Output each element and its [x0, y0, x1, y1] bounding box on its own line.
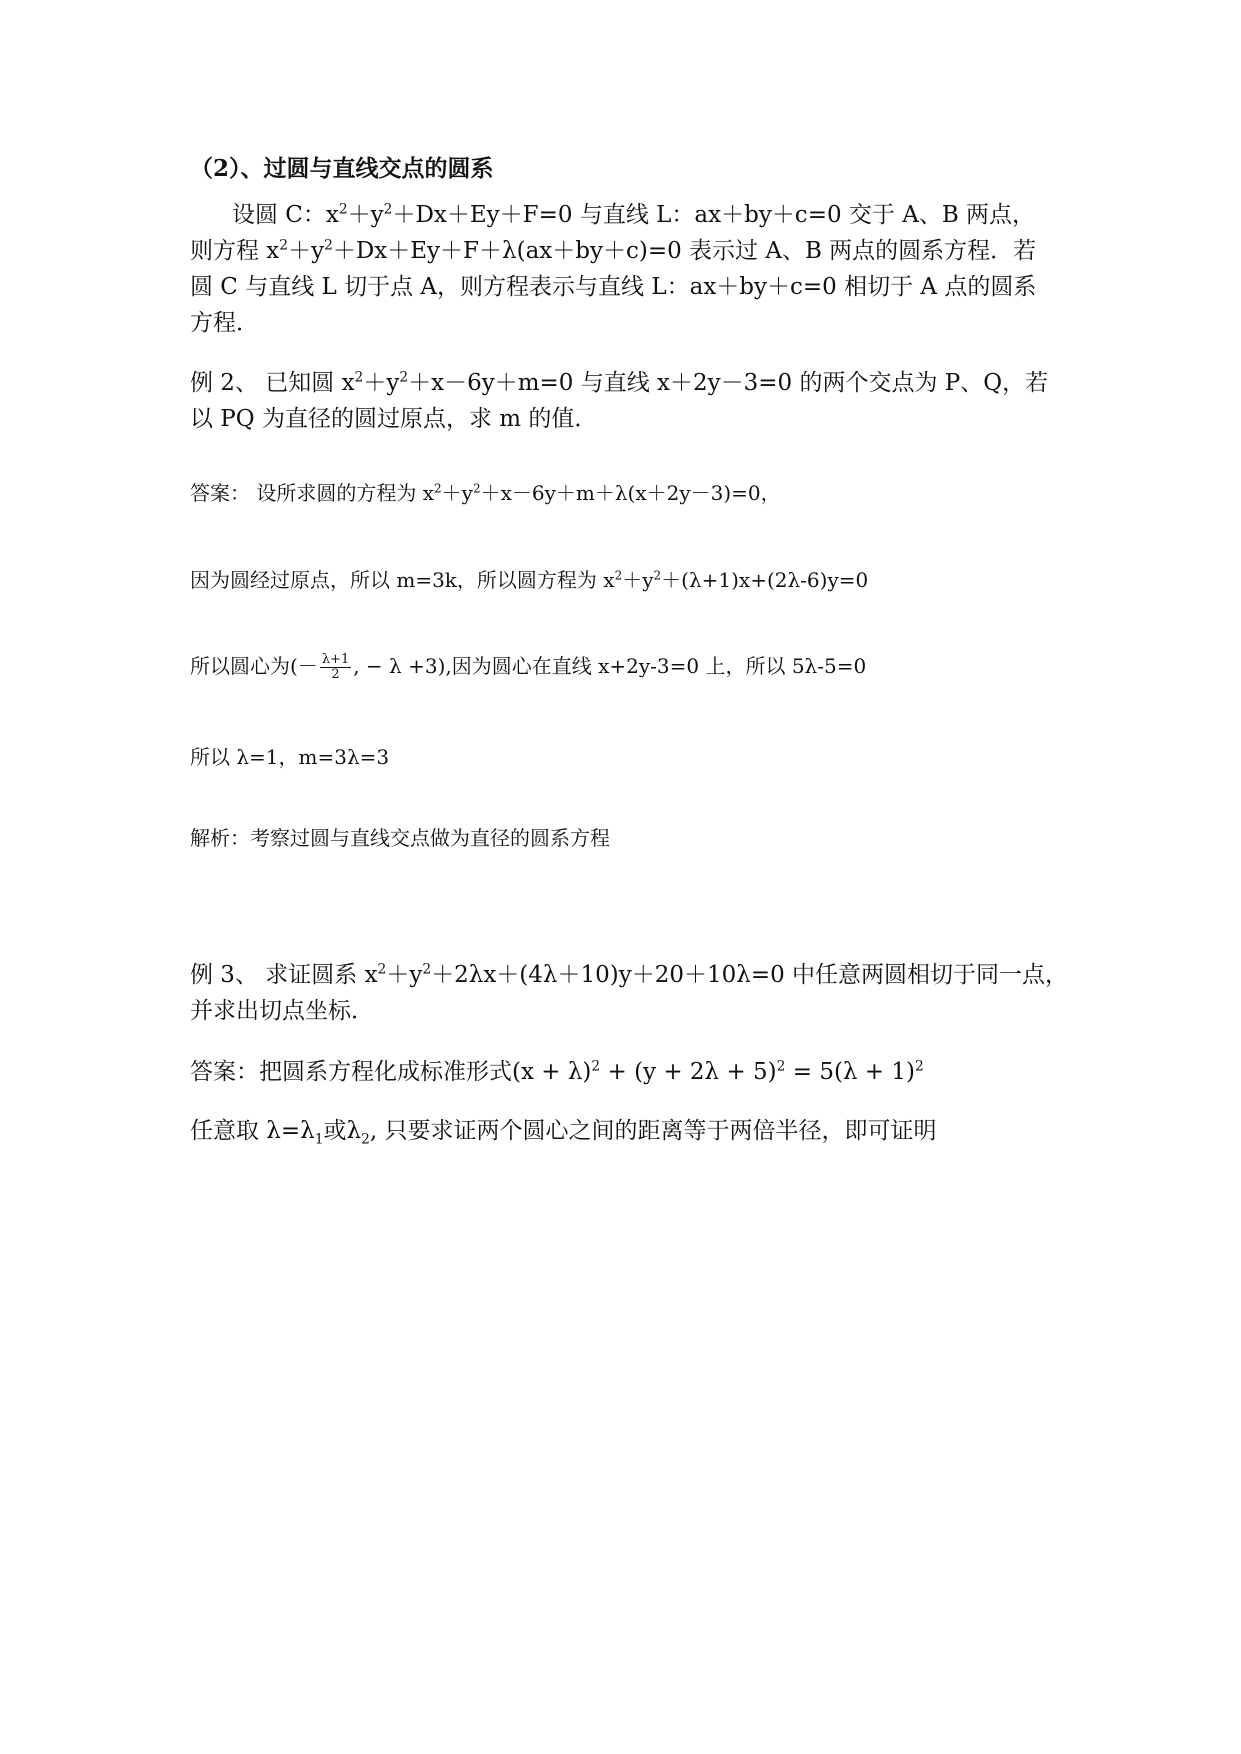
superscript: 2	[591, 1058, 601, 1075]
text: ＋y	[363, 370, 400, 396]
text: 因为圆经过原点，所以 m=3k，所以圆方程为 x	[190, 568, 615, 592]
superscript: 2	[434, 481, 442, 496]
text: 例 2、 已知圆 x	[190, 370, 355, 396]
text: ＋y	[288, 238, 325, 264]
superscript: 2	[279, 237, 289, 254]
intro-line-4: 方程．	[190, 310, 259, 336]
text: 或λ	[323, 1118, 362, 1144]
text: 设圆 C：x	[232, 202, 339, 228]
text: 所以圆心为(－	[190, 654, 318, 678]
superscript: 2	[377, 961, 387, 978]
example3-question-line-2: 并求出切点坐标．	[190, 998, 374, 1024]
example2-question-line-2: 以 PQ 为直径的圆过原点，求 m 的值．	[190, 406, 598, 432]
intro-line-1	[232, 196, 1035, 229]
text: , 只要求证两个圆心之间的距离等于两倍半径，即可证明	[369, 1118, 937, 1144]
text: 例 3、 求证圆系 x	[190, 962, 378, 988]
example3-answer	[190, 1053, 924, 1086]
superscript: 2	[338, 201, 348, 218]
text: = 5(λ + 1)	[785, 1059, 915, 1085]
superscript: 2	[653, 568, 662, 583]
text: ＋Dx＋Ey＋F＋λ(ax＋by＋c)=0 表示过 A、B 两点的圆系方程．若	[332, 238, 1037, 264]
text: ＋(λ+1)x+(2λ-6)y=0	[661, 568, 869, 592]
superscript: 2	[422, 961, 432, 978]
example2-step-3: 所以 λ=1，m=3λ=3	[190, 745, 390, 769]
text: ＋Dx＋Ey＋F=0 与直线 L：ax＋by＋c=0 交于 A、B 两点，	[392, 202, 1036, 228]
text: ＋y	[441, 481, 473, 505]
example2-analysis: 解析：考察过圆与直线交点做为直径的圆系方程	[190, 826, 610, 850]
superscript: 2	[354, 369, 364, 386]
superscript: 2	[383, 201, 393, 218]
fraction-numerator: λ+1	[321, 652, 350, 667]
fraction	[320, 653, 351, 682]
superscript: 2	[614, 568, 623, 583]
intro-line-2	[190, 232, 1036, 265]
example3-proof-hint	[190, 1112, 937, 1148]
text: ＋y	[622, 568, 654, 592]
text: , − λ +3),因为圆心在直线 x+2y-3=0 上，所以 5λ-5=0	[353, 654, 867, 678]
text: ＋x－6y＋m=0 与直线 x＋2y－3=0 的两个交点为 P、Q，若	[408, 370, 1049, 396]
fraction-denominator: 2	[331, 667, 340, 682]
text: 任意取 λ=λ	[190, 1118, 315, 1144]
example2-step-1	[190, 564, 868, 593]
text: ＋2λx＋(4λ＋10)y＋20＋10λ=0 中任意两圆相切于同一点，	[431, 962, 1069, 988]
text: ＋y	[347, 202, 384, 228]
text: 则方程 x	[190, 238, 280, 264]
section-title: （2）、过圆与直线交点的圆系	[190, 155, 494, 182]
example2-question-line-1	[190, 364, 1048, 397]
superscript: 2	[399, 369, 409, 386]
superscript: 2	[776, 1058, 786, 1075]
superscript: 2	[324, 237, 333, 254]
text: ＋y	[386, 962, 423, 988]
example2-step-2	[190, 650, 866, 682]
example3-question-line-1	[190, 956, 1068, 989]
superscript: 2	[472, 481, 481, 496]
subscript: 2	[361, 1131, 370, 1148]
intro-line-3: 圆 C 与直线 L 切于点 A，则方程表示与直线 L：ax＋by＋c=0 相切于 A 点的圆系	[190, 274, 1037, 300]
superscript: 2	[915, 1058, 924, 1075]
subscript: 1	[314, 1131, 324, 1148]
example2-answer	[190, 477, 781, 506]
text: ＋x－6y＋m＋λ(x＋2y－3)=0，	[480, 481, 781, 505]
text: 答案：把圆系方程化成标准形式(x + λ)	[190, 1059, 592, 1085]
text: 答案： 设所求圆的方程为 x	[190, 481, 434, 505]
text: + (y + 2λ + 5)	[600, 1059, 777, 1085]
